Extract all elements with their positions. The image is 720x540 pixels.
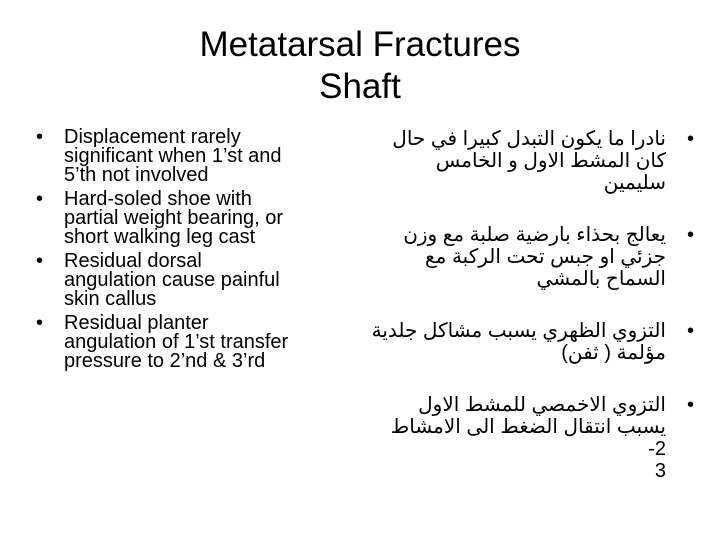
bullet-icon: • [36,312,44,334]
bullet-line: يعالج بحذاء بارضية صلبة مع وزن [403,224,666,246]
bullet-line: Residual dorsal [64,250,202,272]
arabic-bullet-item [368,320,694,364]
english-bullet-list [36,128,348,371]
bullet-line: Residual planter [64,312,209,334]
bullet-line: 3 [654,460,666,482]
bullet-line: angulation of 1’st transfer [64,331,289,353]
english-bullet-item [36,128,348,185]
bullet-line: يسبب انتقال الضغط الى الامشاط 2- [390,416,666,460]
bullet-icon: • [686,224,694,246]
bullet-line: كان المشط الاول و الخامس سليمين [435,150,666,194]
bullet-line: التزوي الاخمصي للمشط الاول [418,394,666,416]
english-bullet-column [36,128,348,376]
arabic-bullet-list [368,128,694,482]
bullet-icon: • [36,188,44,210]
english-bullet-item [36,190,348,247]
bullet-line: skin callus [64,288,157,310]
bullet-line: مؤلمة ( ثفن) [561,342,666,364]
bullet-line: angulation cause painful [64,269,280,291]
bullet-line: partial weight bearing, or [64,207,284,229]
arabic-bullet-column [368,128,694,512]
bullet-line: نادرا ما يكون التبدل كبيرا في حال [392,128,666,150]
bullet-line: Displacement rarely [64,126,241,148]
arabic-bullet-item [368,224,694,290]
bullet-line: short walking leg cast [64,226,256,248]
bullet-icon: • [686,394,694,416]
bullet-line: السماح بالمشي [536,268,666,290]
bullet-line: Hard-soled shoe with [64,188,252,210]
bullet-icon: • [36,126,44,148]
arabic-bullet-item [368,394,694,482]
bullet-line: significant when 1’st and [64,145,282,167]
arabic-bullet-item [368,128,694,194]
bullet-icon: • [686,320,694,342]
title-line-1: Metatarsal Fractures [199,25,521,64]
bullet-line: جزئي او جبس تحت الركبة مع [425,246,666,268]
bullet-line: التزوي الظهري يسبب مشاكل جلدية [371,320,666,342]
bullet-icon: • [36,250,44,272]
bullet-line: pressure to 2’nd & 3’rd [64,350,266,372]
bullet-line: 5’th not involved [64,164,209,186]
english-bullet-item [36,314,348,371]
slide-title [60,24,660,108]
english-bullet-item [36,252,348,309]
title-line-2: Shaft [319,67,401,106]
bullet-icon: • [686,128,694,150]
